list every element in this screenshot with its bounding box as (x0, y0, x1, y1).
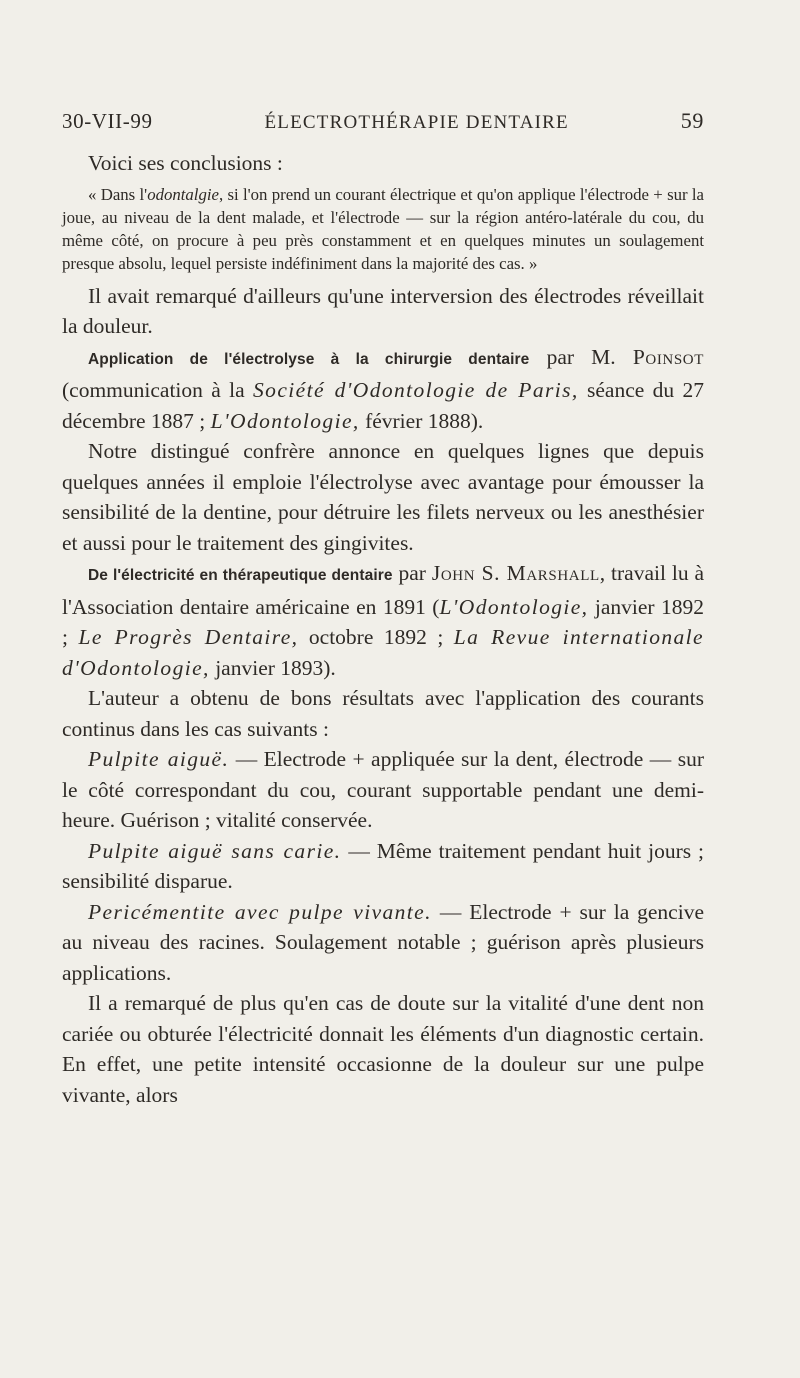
electricite-par: par (392, 561, 432, 585)
case-label-pericementite: Pericémentite avec pulpe vivante. (88, 899, 432, 924)
paragraph-confrere (62, 436, 704, 558)
paragraph-diagnostic (62, 988, 704, 1110)
quote-rest: , si l'on prend un courant électrique et qu'on applique l'électrode + sur la joue, au niveau de la dent malade, et l'électrode — sur la région antéro-latérale du cou, du même côté, on procure à peu près constamment et en quelques minutes un soulagement presque absolu, lequel persiste indéfiniment dans la majorité des cas. » (62, 184, 704, 273)
section-heading-electricite: De l'électricité en thérapeutique dentaire (88, 567, 393, 584)
case-text-pulpite-aigue: — Electrode + appliquée sur la dent, électrode — sur le côté correspondant du cou, courant supportable pendant une demi-heure. Guérison ; vitalité conservée. (62, 747, 704, 832)
case-text-pericementite: — Electrode + sur la gencive au niveau des racines. Soulagement notable ; guérison après plusieurs applications. (62, 899, 704, 985)
case-text-pulpite-sans-carie: — Même traitement pendant huit jours ; sensibilité disparue. (62, 838, 704, 893)
paragraph-pulpite-sans-carie (62, 836, 704, 897)
paragraph-pericementite (62, 897, 704, 989)
diagnostic-text: Il a remarqué de plus qu'en cas de doute sur la vitalité d'une dent non cariée ou obturée l'électricité donnait les éléments d'un diagnostic certain. En effet, une petite intensité occasionne de la douleur sur une pulpe vivante, alors (62, 991, 704, 1107)
paragraph-electricite (62, 558, 704, 683)
electrolyse-date: février 1888). (359, 408, 484, 433)
section-heading-electrolyse: Application de l'électrolyse à la chirurgie dentaire (88, 350, 530, 368)
running-head (62, 108, 704, 142)
societe-title: Société d'Odontologie de Paris, (253, 378, 579, 402)
paragraph-electrolyse (62, 342, 704, 437)
paragraph-resultats (62, 683, 704, 744)
confrere-text: Notre distingué confrère annonce en quelques lignes que depuis quelques années il emploie l'électrolyse avec avantage pour émousser la sensibilité de la dentine, pour détruire les filets nerveux ou les anesthésier et aussi pour le traitement des gingivites. (62, 439, 704, 555)
case-label-pulpite-aigue: Pulpite aiguë. (88, 747, 230, 771)
header-title: ÉLECTROTHÉRAPIE DENTAIRE (264, 112, 569, 133)
paragraph-interversion (62, 281, 704, 342)
case-label-pulpite-sans-carie: Pulpite aiguë sans carie. (88, 838, 342, 863)
quote-open: « Dans l' (88, 184, 148, 204)
journal-progres-dentaire: Le Progrès Dentaire, (78, 625, 299, 649)
author-poinsot: Poinsot (632, 344, 704, 369)
author-marshall: John S. Marshall (431, 561, 600, 585)
electrolyse-seance: séance du 27 décembre 1887 ; (62, 378, 704, 433)
electrolyse-communication: (communication à la (62, 378, 254, 402)
page-number: 59 (680, 108, 704, 133)
electricite-janvier-1893: janvier 1893). (209, 655, 336, 680)
quotation-paragraph (62, 183, 704, 275)
resultats-text: L'auteur a obtenu de bons résultats avec l'application des courants continus dans les cas suivants : (62, 686, 704, 741)
journal-odontologie: L'Odontologie, (210, 408, 360, 433)
journal-revue-internationale: La Revue internationale d'Odontologie, (62, 625, 704, 680)
electrolyse-par: par M. (529, 344, 633, 369)
conclusions-text: Voici ses conclusions : (88, 151, 283, 175)
electricite-travail: , travail lu à l'Association dentaire américaine en 1891 ( (62, 561, 705, 619)
journal-odontologie-1892: L'Odontologie, (439, 594, 589, 619)
paragraph-conclusions (62, 148, 704, 179)
electricite-janvier-1892: janvier 1892 ; (62, 594, 704, 649)
interversion-text: Il avait remarqué d'ailleurs qu'une interversion des électrodes réveillait la douleur. (62, 283, 704, 338)
electricite-octobre-1892: octobre 1892 ; (298, 625, 454, 649)
header-date: 30-VII-99 (62, 109, 153, 133)
paragraph-pulpite-aigue (62, 744, 704, 836)
quote-odontalgie: odontalgie (147, 184, 219, 204)
